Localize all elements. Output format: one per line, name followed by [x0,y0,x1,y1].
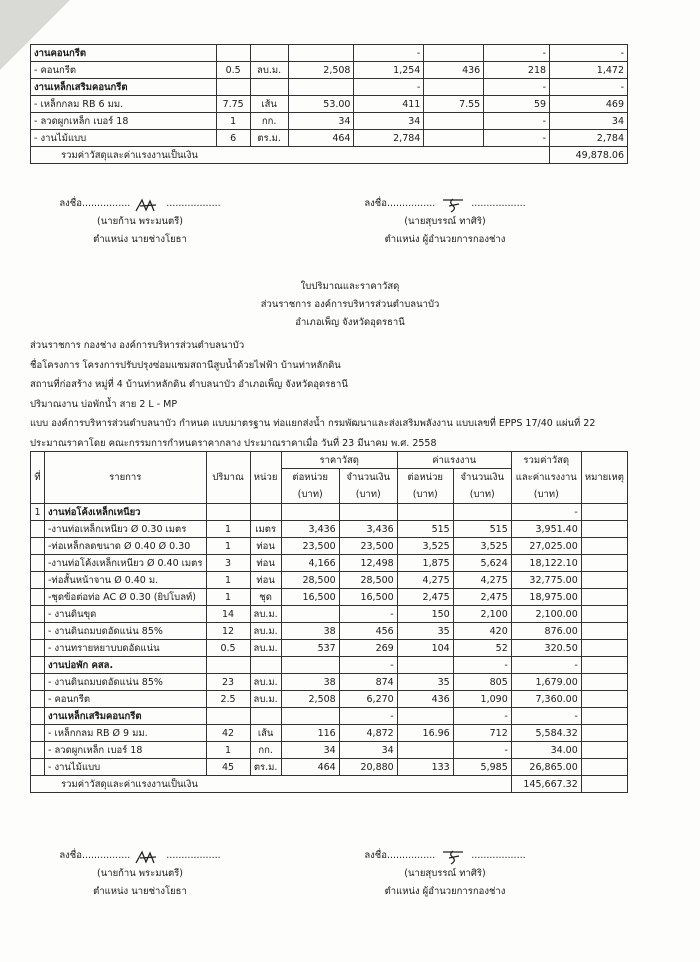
labor-unit-cell: 104 [397,640,453,657]
signer-name: (นายสุบรรณ์ ทาศิริ) [404,216,486,227]
info-project: ชื่อโครงการ โครงการปรับปรุงซ่อมแซมสถานีสูบน้ำด้วยไฟฟ้า บ้านท่าหลักดิน [30,359,341,371]
material-unit-cell: 464 [281,759,339,776]
signature-right-bottom [330,847,560,901]
col-total-line1: รวมค่าวัสดุ [523,455,570,466]
qty-cell: 0.5 [206,640,250,657]
table-row [31,725,628,742]
signer-name: (นายก้าน พระมนตรี) [97,868,183,879]
labor-unit-cell: 35 [397,674,453,691]
col-mat-total-line1: จำนวนเงิน [346,472,391,483]
signer-name: (นายสุบรรณ์ ทาศิริ) [404,868,486,879]
total-cell: 469 [550,96,628,113]
item-cell: - เหล็กกลม RB Ø 9 มม. [45,725,207,742]
item-cell: งานคอนกรีต [31,45,217,62]
labor-total-cell: - [453,708,511,725]
material-total-cell: - [339,606,397,623]
sign-prefix: ลงชื่อ................ [59,198,131,209]
sign-prefix: ลงชื่อ................ [364,850,436,861]
no-cell [31,606,45,623]
labor-unit-cell: 16.96 [397,725,453,742]
qty-cell: 45 [206,759,250,776]
material-unit-cell [288,79,354,96]
labor-total-cell: 218 [484,62,550,79]
unit-cell [250,79,288,96]
unit-cell: ตร.ม. [250,759,281,776]
qty-cell: 12 [206,623,250,640]
labor-unit-cell: 150 [397,606,453,623]
unit-cell: ลบ.ม. [250,674,281,691]
table-row [31,538,628,555]
total-cell: - [550,79,628,96]
labor-total-cell: 5,624 [453,555,511,572]
signature-right-top [330,195,560,249]
material-total-cell: - [339,708,397,725]
item-cell: งานเหล็กเสริมคอนกรีต [45,708,207,725]
note-cell [581,759,627,776]
total-cell: 18,975.00 [511,589,581,606]
no-cell [31,640,45,657]
sign-prefix: ลงชื่อ................ [59,850,131,861]
material-total-cell: 34 [354,113,424,130]
qty-cell: 42 [206,725,250,742]
col-labor-group: ค่าแรงงาน [397,452,511,469]
note-cell [581,657,627,674]
no-cell [31,708,45,725]
material-total-cell: 3,436 [339,521,397,538]
unit-cell: ตร.ม. [250,130,288,147]
total-cell: 5,584.32 [511,725,581,742]
signer-position: ตำแหน่ง ผู้อำนวยการกองช่าง [384,234,506,245]
no-cell [31,759,45,776]
col-lab-unit [397,469,453,504]
signature-left-top [40,195,240,249]
material-unit-cell [281,504,339,521]
info-location: สถานที่ก่อสร้าง หมู่ที่ 4 บ้านท่าหลักดิน ตำบลนาบัว อำเภอเพ็ญ จังหวัดอุดรธานี [30,379,348,390]
labor-unit-cell [424,45,484,62]
no-cell: 1 [31,504,45,521]
unit-cell [250,708,281,725]
qty-cell: 0.5 [216,62,250,79]
labor-total-cell: 2,475 [453,589,511,606]
no-cell [31,572,45,589]
header-district: อำเภอเพ็ญ จังหวัดอุดรธานี [295,317,405,328]
material-unit-cell: 16,500 [281,589,339,606]
summary-total: 49,878.06 [550,147,628,164]
total-cell: 26,865.00 [511,759,581,776]
summary-total: 145,667.32 [511,776,581,793]
total-cell: 3,951.40 [511,521,581,538]
unit-cell: ชุด [250,589,281,606]
sign-suffix: .................. [166,198,221,209]
item-cell: - งานทรายหยาบบดอัดแน่น [45,640,207,657]
col-total-line2: และค่าแรงงาน [515,472,577,483]
total-cell: - [511,708,581,725]
signature-mark [435,849,471,865]
material-total-cell: 1,254 [354,62,424,79]
info-design: แบบ องค์การบริหารส่วนตำบลนาบัว กำหนด แบบมาตรฐาน ท่อแยกส่งน้ำ กรมพัฒนาและส่งเสริมพลังงาน แบบเลขที่ EPPS 17/40 แผ่นที่ 22 [30,418,596,429]
labor-total-cell: - [453,657,511,674]
sign-suffix: .................. [471,198,526,209]
material-unit-cell: 34 [281,742,339,759]
col-total-line3: (บาท) [533,489,559,500]
qty-cell: 14 [206,606,250,623]
material-total-cell: 20,880 [339,759,397,776]
labor-total-cell: - [484,113,550,130]
qty-cell: 3 [206,555,250,572]
total-cell: 34 [550,113,628,130]
col-lab-unit-line2: (บาท) [412,489,438,500]
labor-unit-cell: 515 [397,521,453,538]
material-total-cell: - [354,79,424,96]
col-no: ที่ [31,452,45,504]
labor-unit-cell [424,79,484,96]
labor-total-cell [453,504,511,521]
no-cell [31,555,45,572]
no-cell [31,521,45,538]
material-total-cell: 269 [339,640,397,657]
note-cell [581,742,627,759]
note-cell [581,589,627,606]
material-unit-cell: 23,500 [281,538,339,555]
labor-total-cell: - [453,742,511,759]
unit-cell: ลบ.ม. [250,640,281,657]
table-row [31,708,628,725]
material-total-cell: - [339,657,397,674]
labor-unit-cell [397,504,453,521]
material-total-cell: 456 [339,623,397,640]
col-lab-unit-line1: ต่อหน่วย [407,472,443,483]
item-cell: - คอนกรีต [45,691,207,708]
top-summary-row [31,147,628,164]
signature-mark [435,197,471,213]
qty-cell [216,45,250,62]
col-material-group: ราคาวัสดุ [281,452,397,469]
note-cell [581,674,627,691]
labor-unit-cell: 1,875 [397,555,453,572]
item-cell: -งานท่อโค้งเหล็กเหนียว Ø 0.40 เมตร [45,555,207,572]
labor-unit-cell: 436 [397,691,453,708]
signer-position: ตำแหน่ง นายช่างโยธา [93,886,187,897]
unit-cell: ลบ.ม. [250,606,281,623]
labor-unit-cell: 4,275 [397,572,453,589]
unit-cell: ท่อน [250,572,281,589]
total-cell: 320.50 [511,640,581,657]
unit-cell: ท่อน [250,555,281,572]
labor-unit-cell: 35 [397,623,453,640]
no-cell [31,538,45,555]
table-row [31,504,628,521]
col-lab-total-line1: จำนวนเงิน [460,472,505,483]
col-mat-unit-line2: (บาท) [297,489,323,500]
unit-cell [250,657,281,674]
material-total-cell: 23,500 [339,538,397,555]
labor-total-cell: - [484,45,550,62]
material-unit-cell: 38 [281,623,339,640]
table-row [31,79,628,96]
material-total-cell: 4,872 [339,725,397,742]
labor-total-cell: 3,525 [453,538,511,555]
no-cell [31,674,45,691]
qty-cell: 1 [206,521,250,538]
material-total-cell: 12,498 [339,555,397,572]
material-total-cell: 411 [354,96,424,113]
note-cell [581,555,627,572]
qty-cell [206,657,250,674]
labor-unit-cell [397,742,453,759]
item-cell: - งานดินขุด [45,606,207,623]
labor-total-cell: 2,100 [453,606,511,623]
material-unit-cell: 116 [281,725,339,742]
unit-cell: ท่อน [250,538,281,555]
labor-unit-cell [397,657,453,674]
qty-cell: 2.5 [206,691,250,708]
signer-name: (นายก้าน พระมนตรี) [97,216,183,227]
no-cell [31,657,45,674]
table-row [31,742,628,759]
signature-mark [130,197,166,213]
note-cell [581,640,627,657]
no-cell [31,623,45,640]
labor-total-cell: - [484,79,550,96]
material-total-cell: 16,500 [339,589,397,606]
no-cell [31,589,45,606]
unit-cell: ลบ.ม. [250,623,281,640]
total-cell: 1,472 [550,62,628,79]
item-cell: - ลวดผูกเหล็ก เบอร์ 18 [45,742,207,759]
material-unit-cell [281,606,339,623]
summary-note [581,776,627,793]
table-row [31,45,628,62]
qty-cell: 1 [216,113,250,130]
sign-suffix: .................. [471,850,526,861]
total-cell: 7,360.00 [511,691,581,708]
total-cell: 27,025.00 [511,538,581,555]
col-mat-unit [281,469,339,504]
item-cell: งานบ่อพัก คสล. [45,657,207,674]
unit-cell: ลบ.ม. [250,691,281,708]
labor-total-cell: 1,090 [453,691,511,708]
col-lab-total-line2: (บาท) [469,489,495,500]
qty-cell: 23 [206,674,250,691]
total-cell: 34.00 [511,742,581,759]
info-agency: ส่วนราชการ กองช่าง องค์การบริหารส่วนตำบลนาบัว [30,340,245,351]
material-total-cell: 34 [339,742,397,759]
table-row [31,623,628,640]
unit-cell [250,45,288,62]
summary-label: รวมค่าวัสดุและค่าแรงงานเป็นเงิน [31,147,550,164]
item-cell: - งานดินถมบดอัดแน่น 85% [45,674,207,691]
col-mat-total [339,469,397,504]
note-cell [581,708,627,725]
total-cell: 18,122.10 [511,555,581,572]
qty-cell [206,504,250,521]
table-row [31,113,628,130]
material-unit-cell: 38 [281,674,339,691]
labor-total-cell: 805 [453,674,511,691]
header-agency: ส่วนราชการ องค์การบริหารส่วนตำบลนาบัว [260,299,440,310]
top-cost-table [30,44,628,164]
material-unit-cell: 28,500 [281,572,339,589]
labor-unit-cell: 2,475 [397,589,453,606]
qty-cell: 1 [206,538,250,555]
total-cell: 2,100.00 [511,606,581,623]
unit-cell: เส้น [250,96,288,113]
table-row [31,759,628,776]
header-title: ใบปริมาณและราคาวัสดุ [300,281,400,292]
material-total-cell: 6,270 [339,691,397,708]
qty-cell [216,79,250,96]
material-total-cell: - [354,45,424,62]
labor-total-cell: 515 [453,521,511,538]
col-total [511,452,581,504]
labor-total-cell: 52 [453,640,511,657]
labor-total-cell: 5,985 [453,759,511,776]
total-cell: - [511,504,581,521]
item-cell: -ชุดข้อต่อท่อ AC Ø 0.30 (ยิปโบลท์) [45,589,207,606]
total-cell: 32,775.00 [511,572,581,589]
qty-cell: 6 [216,130,250,147]
total-cell: 2,784 [550,130,628,147]
labor-total-cell: 4,275 [453,572,511,589]
unit-cell: เมตร [250,521,281,538]
note-cell [581,521,627,538]
signer-position: ตำแหน่ง ผู้อำนวยการกองช่าง [384,886,506,897]
note-cell [581,572,627,589]
no-cell [31,742,45,759]
no-cell [31,725,45,742]
main-cost-table [30,451,628,793]
material-unit-cell: 537 [281,640,339,657]
labor-unit-cell [397,708,453,725]
table-row [31,96,628,113]
item-cell: -ท่อสั้นหน้าจาน Ø 0.40 ม. [45,572,207,589]
signature-left-bottom [40,847,240,901]
document-header [0,278,700,332]
item-cell: - ลวดผูกเหล็ก เบอร์ 18 [31,113,217,130]
material-unit-cell: 4,166 [281,555,339,572]
labor-unit-cell: 3,525 [397,538,453,555]
material-total-cell: 874 [339,674,397,691]
col-lab-total [453,469,511,504]
unit-cell: เส้น [250,725,281,742]
material-total-cell: 2,784 [354,130,424,147]
note-cell [581,606,627,623]
table-row [31,130,628,147]
total-cell: - [511,657,581,674]
signature-mark [130,849,166,865]
item-cell: - งานดินถมบดอัดแน่น 85% [45,623,207,640]
qty-cell: 1 [206,742,250,759]
labor-total-cell: 59 [484,96,550,113]
table-row [31,674,628,691]
total-cell: 1,679.00 [511,674,581,691]
total-cell: 876.00 [511,623,581,640]
labor-unit-cell: 436 [424,62,484,79]
material-unit-cell: 34 [288,113,354,130]
item-cell: งานเหล็กเสริมคอนกรีต [31,79,217,96]
sign-prefix: ลงชื่อ................ [364,198,436,209]
material-unit-cell: 2,508 [281,691,339,708]
item-cell: - งานไม้แบบ [31,130,217,147]
table-row [31,555,628,572]
col-unit: หน่วย [250,452,281,504]
total-cell: - [550,45,628,62]
note-cell [581,623,627,640]
material-unit-cell [281,708,339,725]
col-mat-total-line2: (บาท) [355,489,381,500]
summary-label: รวมค่าวัสดุและค่าแรงงานเป็นเงิน [31,776,512,793]
no-cell [31,691,45,708]
material-unit-cell: 3,436 [281,521,339,538]
table-row [31,640,628,657]
project-info [30,336,595,453]
unit-cell: กก. [250,113,288,130]
item-cell: - เหล็กกลม RB 6 มม. [31,96,217,113]
table-row [31,589,628,606]
signer-position: ตำแหน่ง นายช่างโยธา [93,234,187,245]
material-unit-cell: 2,508 [288,62,354,79]
note-cell [581,691,627,708]
table-row [31,521,628,538]
labor-total-cell: - [484,130,550,147]
item-cell: -งานท่อเหล็กเหนียว Ø 0.30 เมตร [45,521,207,538]
labor-unit-cell: 133 [397,759,453,776]
qty-cell: 1 [206,589,250,606]
table-row [31,606,628,623]
material-total-cell: 28,500 [339,572,397,589]
item-cell: - คอนกรีต [31,62,217,79]
unit-cell [250,504,281,521]
table-row [31,62,628,79]
sign-suffix: .................. [166,850,221,861]
item-cell: งานท่อโค้งเหล็กเหนียว [45,504,207,521]
note-cell [581,725,627,742]
item-cell: -ท่อเหล็กลดขนาด Ø 0.40 Ø 0.30 [45,538,207,555]
qty-cell: 1 [206,572,250,589]
unit-cell: ลบ.ม. [250,62,288,79]
note-cell [581,504,627,521]
labor-unit-cell [424,130,484,147]
table-row [31,657,628,674]
table-row [31,691,628,708]
material-total-cell [339,504,397,521]
material-unit-cell: 464 [288,130,354,147]
col-note: หมายเหตุ [581,452,627,504]
qty-cell: 7.75 [216,96,250,113]
info-work: ปริมาณงาน บ่อพักน้ำ สาย 2 L - MP [30,398,178,410]
material-unit-cell [288,45,354,62]
labor-total-cell: 420 [453,623,511,640]
labor-unit-cell: 7.55 [424,96,484,113]
note-cell [581,538,627,555]
col-item: รายการ [45,452,207,504]
item-cell: - งานไม้แบบ [45,759,207,776]
info-estimate: ประมาณราคาโดย คณะกรรมการกำหนดราคากลาง ประมาณราคาเมื่อ วันที่ 23 มีนาคม พ.ศ. 2558 [30,437,437,449]
table-row [31,572,628,589]
qty-cell [206,708,250,725]
material-unit-cell [281,657,339,674]
unit-cell: กก. [250,742,281,759]
labor-unit-cell [424,113,484,130]
col-mat-unit-line1: ต่อหน่วย [292,472,328,483]
main-summary-row [31,776,628,793]
labor-total-cell: 712 [453,725,511,742]
material-unit-cell: 53.00 [288,96,354,113]
col-qty: ปริมาณ [206,452,250,504]
